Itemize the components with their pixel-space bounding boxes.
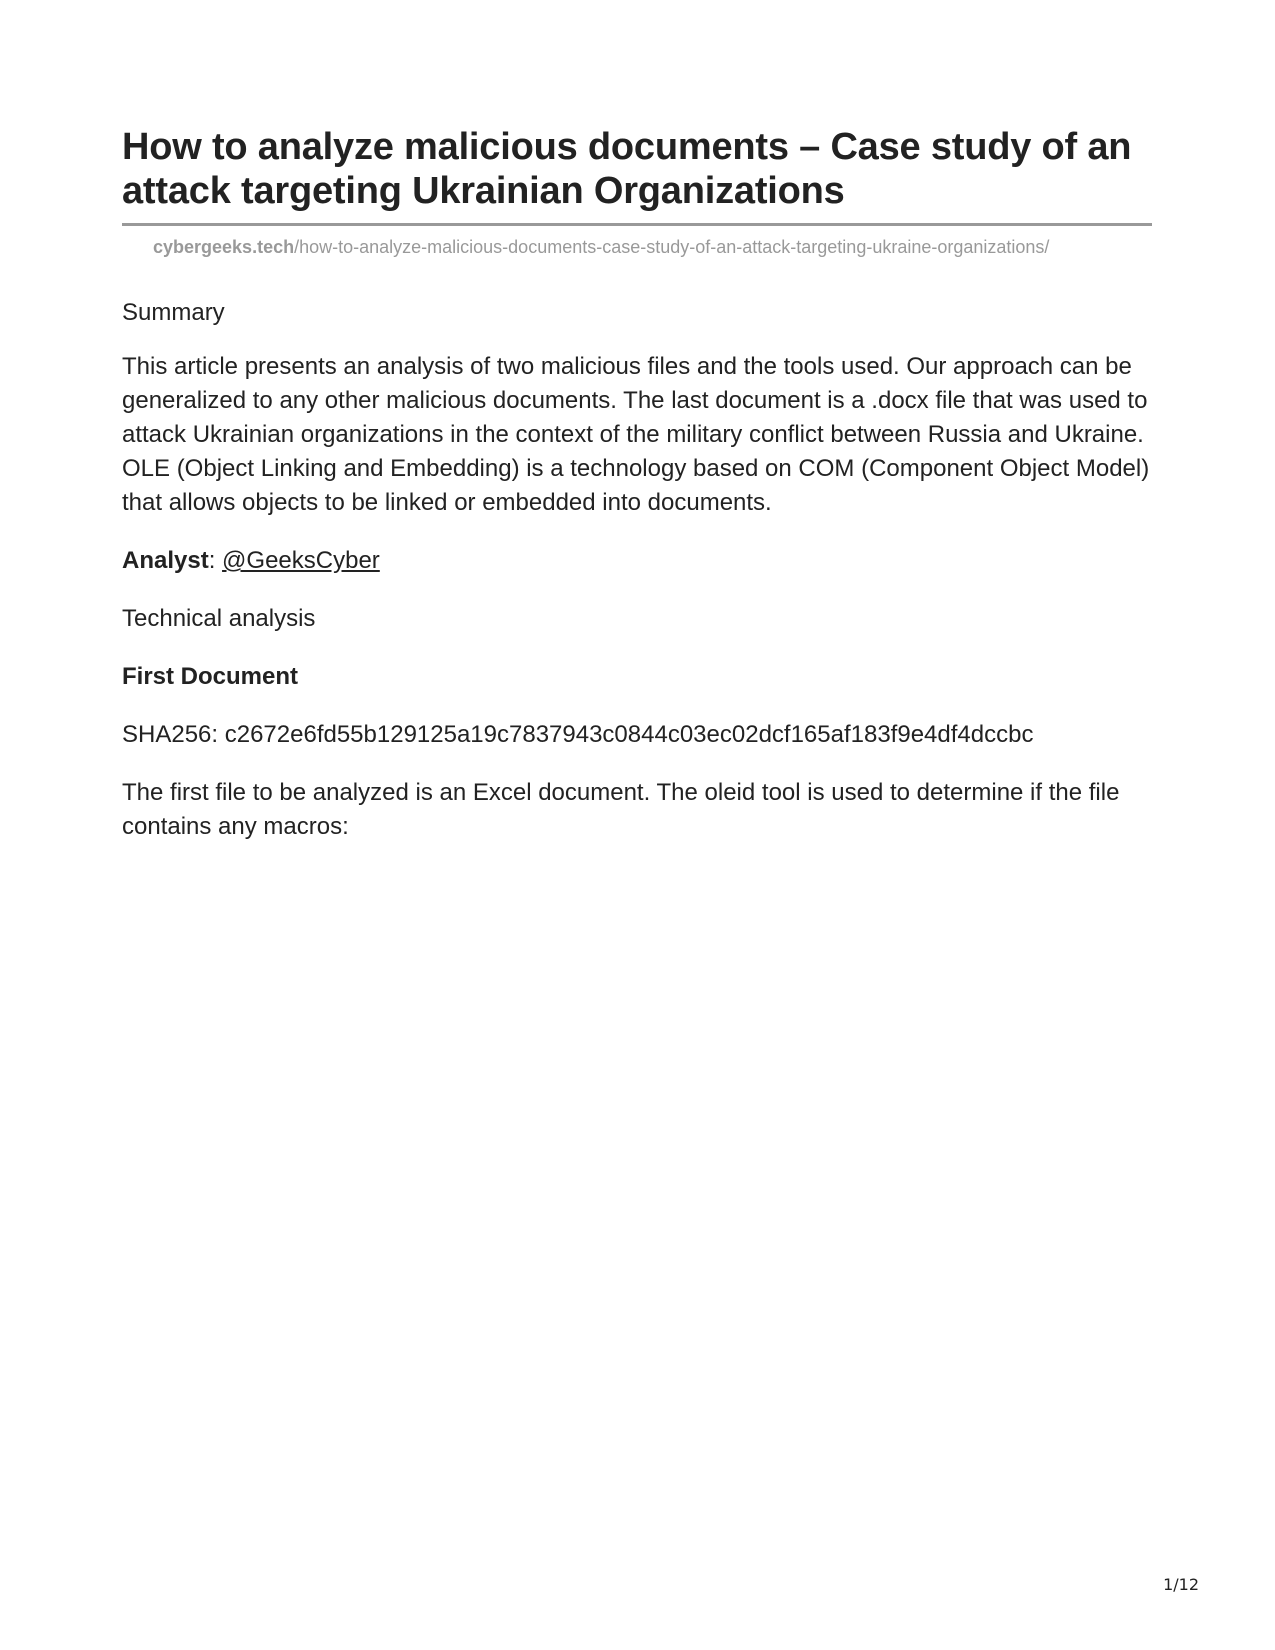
analyst-label: Analyst	[122, 547, 209, 574]
source-url[interactable]	[122, 236, 1152, 258]
summary-paragraph: This article presents an analysis of two malicious files and the tools used. Our approach can be generalized to any other malicious documents. The last document is a .docx file that was used to attack Ukrainian organizations in the context of the military conflict between Russia and Ukraine. OLE (Object Linking and Embedding) is a technology based on COM (Component Object Model) that allows objects to be linked or embedded into documents.	[122, 353, 1150, 516]
title-divider	[122, 223, 1152, 226]
technical-analysis-heading: Technical analysis	[122, 605, 316, 632]
source-domain: cybergeeks.tech	[153, 237, 295, 257]
summary-heading: Summary	[122, 299, 225, 326]
document-page	[122, 125, 1152, 844]
sha256-line: SHA256: c2672e6fd55b129125a19c7837943c0844c03ec02dcf165af183f9e4df4dccbc	[122, 721, 1034, 748]
first-document-heading: First Document	[122, 663, 299, 690]
analyst-link[interactable]: @GeeksCyber	[222, 547, 380, 574]
article-title: How to analyze malicious documents – Case study of an attack targeting Ukrainian Organizations	[122, 126, 1132, 212]
excel-intro-paragraph: The first file to be analyzed is an Excel document. The oleid tool is used to determine if the file contains any macros:	[122, 779, 1120, 840]
analyst-separator: :	[208, 547, 223, 574]
page-number: 1/12	[1163, 1575, 1199, 1594]
source-path: /how-to-analyze-malicious-documents-case-study-of-an-attack-targeting-ukraine-organizations/	[294, 237, 1050, 257]
analyst-line	[122, 544, 1152, 578]
